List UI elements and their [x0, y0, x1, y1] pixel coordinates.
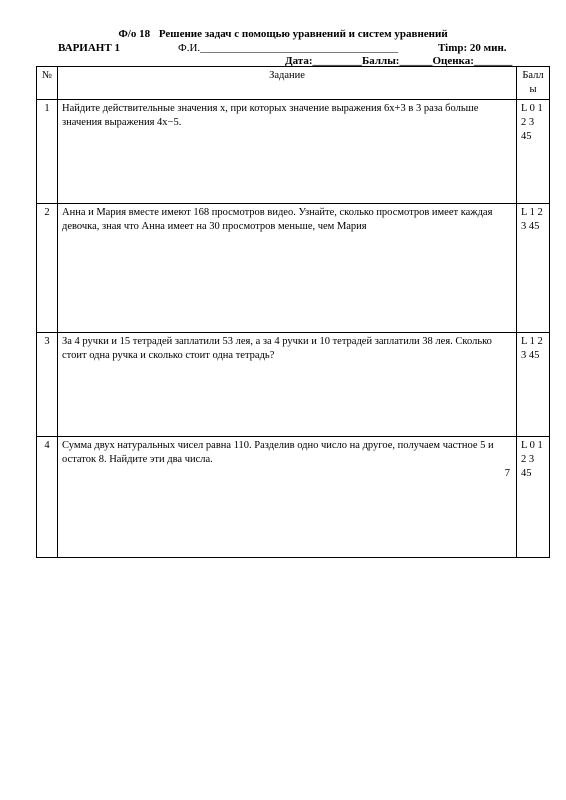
task-text	[58, 204, 517, 333]
name-field: Ф.И.____________________________________	[178, 42, 399, 54]
table-row	[37, 333, 550, 437]
task-statement: Сумма двух натуральных чисел равна 110. Разделив одно число на другое, получаем частное 5 и остаток 8. Найдите эти два числа.	[62, 440, 494, 465]
task-text	[58, 437, 517, 558]
date-score-grade-line: Дата:_________Баллы:______Оценка:_______	[285, 55, 513, 67]
variant-label: ВАРИАНТ 1	[58, 42, 120, 54]
task-text	[58, 333, 517, 437]
task-number: 4	[37, 437, 58, 558]
tasks-table	[36, 66, 550, 558]
task-points: L 0 1 2 3 45	[517, 100, 550, 204]
table-row	[37, 204, 550, 333]
header-points: Балл ы	[517, 67, 550, 100]
header-number: №	[37, 67, 58, 100]
task-statement: Найдите действительные значения x, при которых значение выражения 6x+3 в 3 раза больше значения выражения 4x−5.	[62, 103, 479, 128]
time-limit: Timp: 20 мин.	[438, 42, 507, 54]
task-number: 1	[37, 100, 58, 204]
worksheet-title	[0, 28, 566, 40]
task-points: L 1 2 3 45	[517, 333, 550, 437]
task-statement: За 4 ручки и 15 тетрадей заплатили 53 лея, а за 4 ручки и 10 тетрадей заплатили 38 лея. Сколько стоит одна ручка и сколько стоит одна тетрадь?	[62, 336, 492, 361]
worksheet-topic: Решение задач с помощью уравнений и систем уравнений	[158, 28, 448, 40]
task-number: 3	[37, 333, 58, 437]
task-statement: Анна и Мария вместе имеют 168 просмотров видео. Узнайте, сколько просмотров имеет каждая девочка, зная что Анна имеет на 30 просмотров меньше, чем Мария	[62, 207, 493, 232]
task-marker: 7	[504, 468, 510, 479]
task-points: L 1 2 3 45	[517, 204, 550, 333]
task-points: L 0 1 2 3 45	[517, 437, 550, 558]
task-text	[58, 100, 517, 204]
header-task: Задание	[58, 67, 517, 100]
worksheet-code: Ф/о 18	[118, 28, 151, 40]
task-number: 2	[37, 204, 58, 333]
table-header-row	[37, 67, 550, 100]
table-row	[37, 100, 550, 204]
table-row	[37, 437, 550, 558]
